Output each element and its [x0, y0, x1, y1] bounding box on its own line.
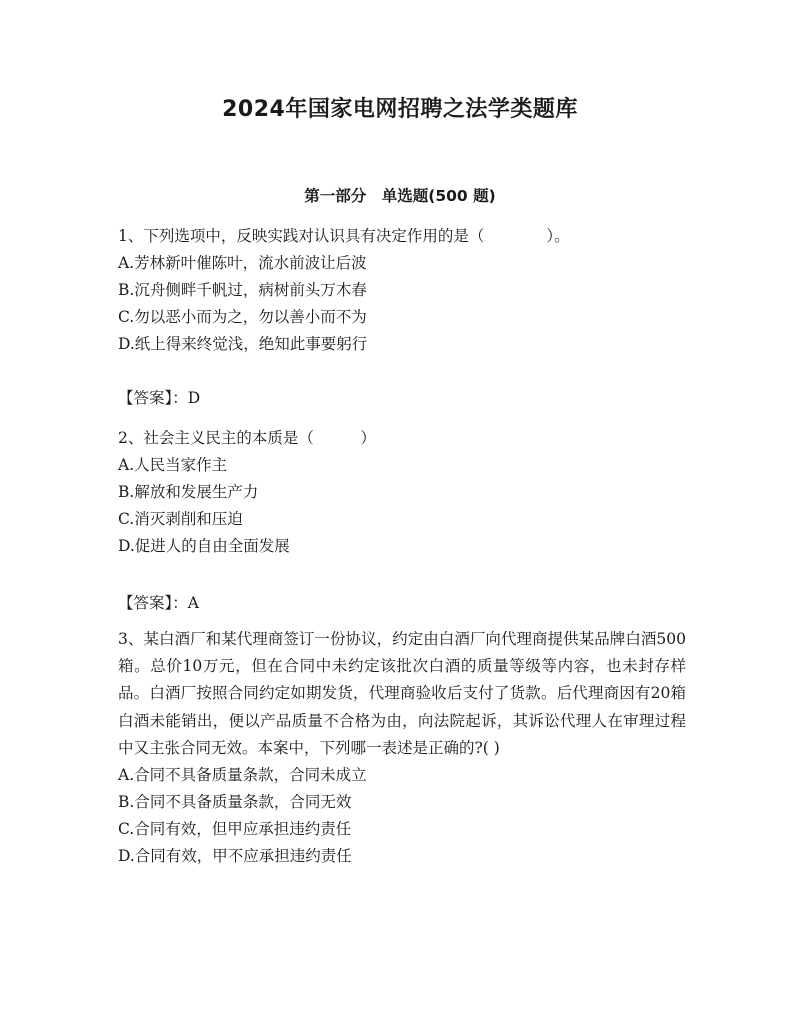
section-heading: 第一部分 单选题(500 题) [304, 187, 496, 205]
question-3-option-b: B.合同不具备质量条款，合同无效 [118, 793, 352, 812]
question-3-stem: 3、某白酒厂和某代理商签订一份协议，约定由白酒厂向代理商提供某品牌白酒500箱。总价10万元，但在合同中未约定该批次白酒的质量等级等内容，也未封存样品。白酒厂按照合同约定如期发货，代理商验收后支付了货款。后代理商因有20箱白酒未能销出，便以产品质量不合格为由，向法院起诉，其诉讼代理人在审理过程中又主张合同无效。本案中，下列哪一表述是正确的?( ) [118, 630, 686, 757]
answer-label: 【答案】： [118, 594, 188, 612]
question-1-option-c: C.勿以恶小而为之，勿以善小而不为 [118, 308, 367, 326]
question-2 [118, 425, 686, 560]
question-1-option-a: A.芳林新叶催陈叶，流水前波让后波 [118, 254, 367, 272]
answer-value: A [187, 594, 199, 612]
question-3 [118, 626, 686, 870]
question-1 [118, 223, 686, 358]
document-title: 2024年国家电网招聘之法学类题库 [222, 97, 578, 122]
question-1-answer [118, 385, 686, 412]
answer-value: D [187, 389, 201, 407]
question-3-option-d: D.合同有效，甲不应承担违约责任 [118, 847, 352, 866]
question-2-stem: 2、社会主义民主的本质是（ ） [118, 429, 376, 447]
question-1-option-b: B.沉舟侧畔千帆过，病树前头万木春 [118, 281, 367, 299]
question-2-option-b: B.解放和发展生产力 [118, 483, 259, 501]
question-1-stem: 1、下列选项中，反映实践对认识具有决定作用的是（ ）。 [118, 227, 570, 245]
answer-label: 【答案】： [118, 389, 188, 407]
question-3-option-a: A.合同不具备质量条款，合同未成立 [118, 766, 367, 785]
question-1-option-d: D.纸上得来终觉浅，绝知此事要躬行 [118, 335, 368, 353]
question-2-option-a: A.人民当家作主 [118, 456, 228, 474]
question-2-option-c: C.消灭剥削和压迫 [118, 510, 243, 528]
question-3-option-c: C.合同有效，但甲应承担违约责任 [118, 820, 352, 839]
question-2-answer [118, 590, 686, 617]
question-2-option-d: D.促进人的自由全面发展 [118, 537, 290, 555]
